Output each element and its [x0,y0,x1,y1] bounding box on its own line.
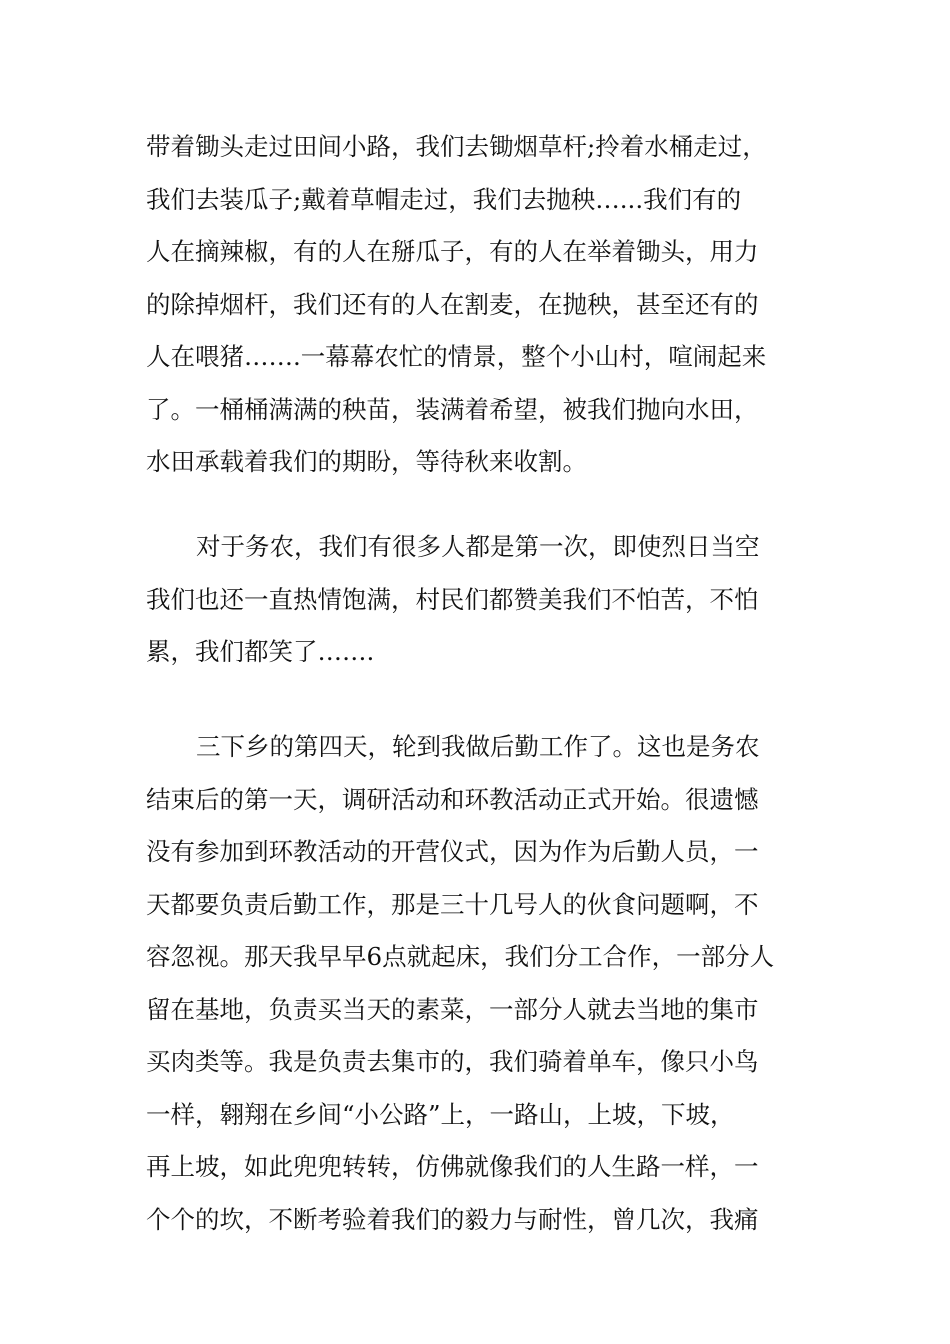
text-line: 容忽视。那天我早早6点就起床，我们分工合作，一部分人 [146,942,775,971]
text-line: 带着锄头走过田间小路，我们去锄烟草杆;拎着水桶走过， [146,132,767,161]
text-line: 再上坡，如此兜兜转转，仿佛就像我们的人生路一样，一 [146,1152,759,1181]
text-line: 了。一桶桶满满的秧苗，装满着希望，被我们抛向水田， [146,394,759,424]
text-line: 个个的坎，不断考验着我们的毅力与耐性，曾几次，我痛 [146,1204,759,1234]
text-line: 买肉类等。我是负责去集市的，我们骑着单车，像只小鸟 [146,1047,759,1076]
text-line: 没有参加到环教活动的开营仪式，因为作为后勤人员，一 [146,837,759,866]
text-line: 人在喂猪…….一幕幕农忙的情景，整个小山村，喧闹起来 [146,342,767,371]
paragraph-logistics-day [146,721,806,1246]
text-line: 天都要负责后勤工作，那是三十几号人的伙食问题啊，不 [146,889,759,919]
text-line: 我们也还一直热情饱满，村民们都赞美我们不怕苦，不怕 [146,584,759,614]
text-line: 对于务农，我们有很多人都是第一次，即使烈日当空 [196,532,760,561]
text-line: 我们去装瓜子;戴着草帽走过，我们去抛秧…...我们有的 [146,184,742,214]
text-line: 人在摘辣椒，有的人在掰瓜子，有的人在举着锄头，用力 [146,237,759,266]
text-line: 留在基地，负责买当天的素菜，一部分人就去当地的集市 [146,994,759,1024]
text-line: 结束后的第一天，调研活动和环教活动正式开始。很遗憾 [146,784,759,814]
text-line: 水田承载着我们的期盼，等待秋来收割。 [146,447,587,476]
text-line: 的除掉烟杆，我们还有的人在割麦，在抛秧，甚至还有的 [146,289,759,319]
text-line: 累，我们都笑了……. [146,637,375,666]
paragraph-farm-work [146,121,806,489]
text-line: 三下乡的第四天，轮到我做后勤工作了。这也是务农 [196,732,760,761]
paragraph-first-time-farming [146,521,806,679]
text-line: 一样，翱翔在乡间“小公路”上，一路山，上坡，下坡， [146,1099,735,1129]
